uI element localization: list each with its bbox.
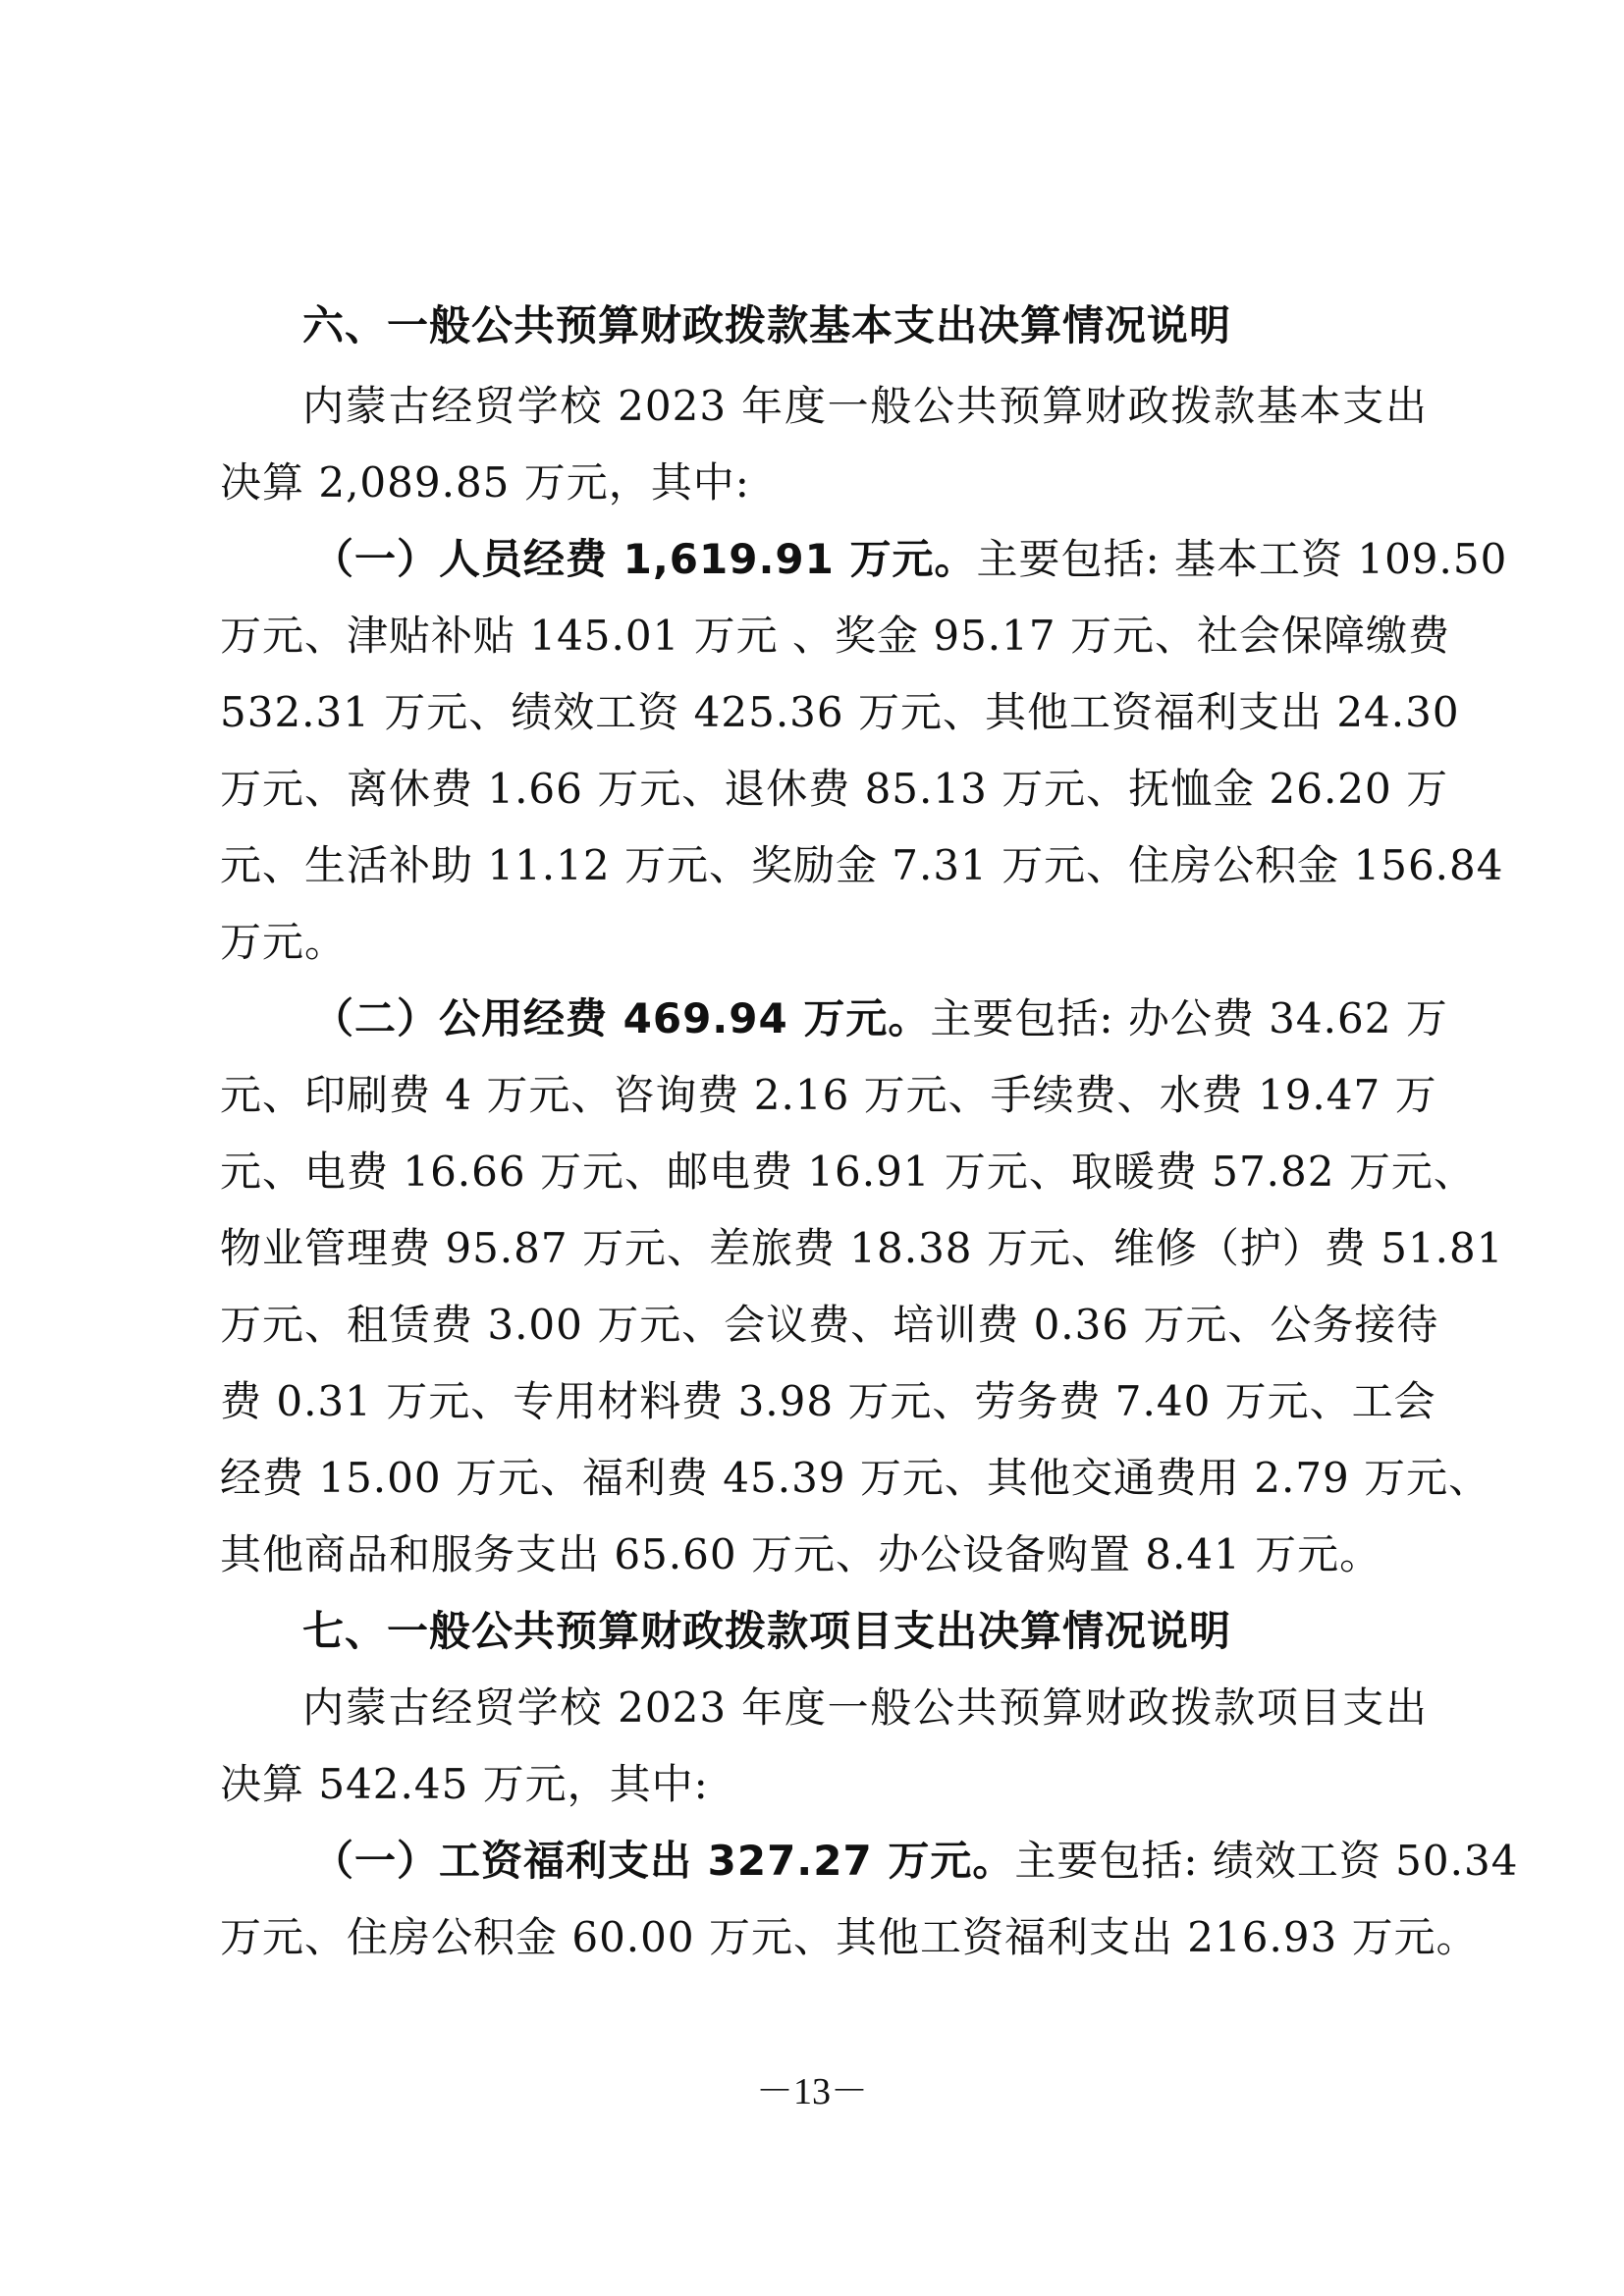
personnel-expenses-line-1 <box>312 534 1508 585</box>
section-6-heading: 六、一般公共预算财政拨款基本支出决算情况说明 <box>302 301 1232 349</box>
personnel-expenses-line-5: 元、生活补助 11.12 万元、奖励金 7.31 万元、住房公积金 156.84 <box>220 841 1504 889</box>
public-expenses-line-8: 其他商品和服务支出 65.60 万元、办公设备购置 8.41 万元。 <box>220 1530 1382 1578</box>
personnel-expenses-line-6: 万元。 <box>220 918 348 966</box>
public-expenses-line-4: 物业管理费 95.87 万元、差旅费 18.38 万元、维修（护）费 51.81 <box>220 1224 1504 1272</box>
personnel-expenses-line-4: 万元、离休费 1.66 万元、退休费 85.13 万元、抚恤金 26.20 万 <box>220 765 1449 813</box>
personnel-expenses-text: 主要包括: 基本工资 109.50 <box>976 535 1508 583</box>
section-7-intro-line-2: 决算 542.45 万元，其中: <box>220 1760 709 1808</box>
public-expenses-text: 主要包括: 办公费 34.62 万 <box>930 994 1448 1042</box>
personnel-expenses-line-2: 万元、津贴补贴 145.01 万元 、奖金 95.17 万元、社会保障缴费 <box>220 612 1450 660</box>
public-expenses-lead: （二）公用经费 469.94 万元。 <box>312 994 931 1042</box>
wages-benefits-text: 主要包括: 绩效工资 50.34 <box>1014 1837 1519 1885</box>
personnel-expenses-line-3: 532.31 万元、绩效工资 425.36 万元、其他工资福利支出 24.30 <box>220 688 1460 736</box>
page-number: －13－ <box>755 2071 868 2112</box>
public-expenses-line-3: 元、电费 16.66 万元、邮电费 16.91 万元、取暖费 57.82 万元、 <box>220 1148 1476 1196</box>
section-6-intro-line-1: 内蒙古经贸学校 2023 年度一般公共预算财政拨款基本支出 <box>302 382 1428 430</box>
public-expenses-line-7: 经费 15.00 万元、福利费 45.39 万元、其他交通费用 2.79 万元、 <box>220 1454 1491 1502</box>
wages-benefits-line-2: 万元、住房公积金 60.00 万元、其他工资福利支出 216.93 万元。 <box>220 1913 1479 1961</box>
public-expenses-line-6: 费 0.31 万元、专用材料费 3.98 万元、劳务费 7.40 万元、工会 <box>220 1377 1436 1425</box>
section-7-heading: 七、一般公共预算财政拨款项目支出决算情况说明 <box>302 1607 1232 1655</box>
section-7-intro-line-1: 内蒙古经贸学校 2023 年度一般公共预算财政拨款项目支出 <box>302 1683 1428 1732</box>
personnel-expenses-lead: （一）人员经费 1,619.91 万元。 <box>312 535 977 583</box>
public-expenses-line-5: 万元、租赁费 3.00 万元、会议费、培训费 0.36 万元、公务接待 <box>220 1301 1439 1349</box>
public-expenses-line-2: 元、印刷费 4 万元、咨询费 2.16 万元、手续费、水费 19.47 万 <box>220 1071 1437 1119</box>
public-expenses-line-1 <box>312 993 1448 1044</box>
wages-benefits-lead: （一）工资福利支出 327.27 万元。 <box>312 1837 1015 1885</box>
wages-benefits-line-1 <box>312 1836 1519 1887</box>
section-6-intro-line-2: 决算 2,089.85 万元，其中: <box>220 458 750 507</box>
